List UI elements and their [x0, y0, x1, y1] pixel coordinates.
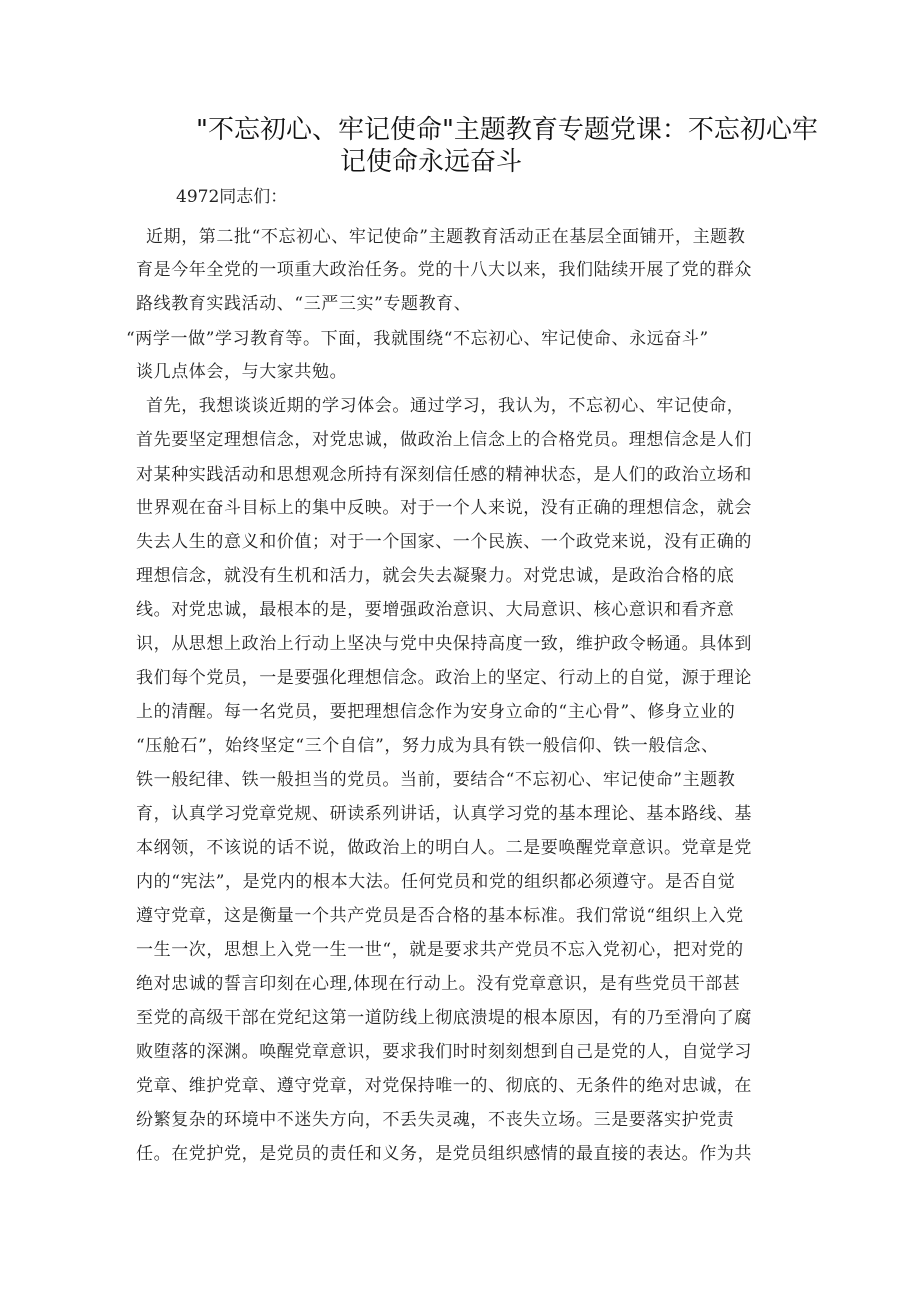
- body-line: 线。对党忠诚，最根本的是，要增强政治意识、大局意识、核心意识和看齐意: [136, 600, 735, 620]
- body-line: 本纲领，不该说的话不说，做政治上的明白人。二是要唤醒党章意识。党章是党: [136, 838, 752, 858]
- body-line: 路线教育实践活动、“三严三实”专题教育、: [136, 294, 472, 314]
- body-line: 党章、维护党章、遵守党章，对党保持唯一的、彻底的、无条件的绝对忠诚，在: [136, 1076, 752, 1096]
- body-line: 识，从思想上政治上行动上坚决与党中央保持高度一致，维护政令畅通。具体到: [136, 634, 752, 654]
- body-line: 谈几点体会，与大家共勉。: [136, 362, 348, 382]
- body-line: 绝对忠诚的誓言印刻在心理,体现在行动上。没有党章意识，是有些党员干部甚: [136, 974, 741, 994]
- body-line: 理想信念，就没有生机和活力，就会失去凝聚力。对党忠诚，是政治合格的底: [136, 566, 735, 586]
- body-line: 至党的高级干部在党纪这第一道防线上彻底溃堤的根本原因，有的乃至滑向了腐: [136, 1008, 752, 1028]
- body-line: 对某种实践活动和思想观念所持有深刻信任感的精神状态，是人们的政治立场和: [136, 465, 752, 485]
- body-line: 育，认真学习党章党规、研读系列讲话，认真学习党的基本理论、基本路线、基: [136, 804, 752, 824]
- body-line: 纷繁复杂的环境中不迷失方向，不丢失灵魂，不丧失立场。三是要落实护党责: [136, 1110, 735, 1130]
- body-line: 铁一般纪律、铁一般担当的党员。当前，要结合“不忘初心、牢记使命”主题教: [136, 770, 736, 790]
- document-title-line-2: 记使命永远奋斗: [340, 147, 523, 177]
- body-line: 近期，第二批“不忘初心、牢记使命”主题教育活动正在基层全面铺开，主题教: [146, 227, 746, 247]
- body-line: 失去人生的意义和价值；对于一个国家、一个民族、一个政党来说，没有正确的: [136, 532, 752, 552]
- body-line: 任。在党护党，是党员的责任和义务，是党员组织感情的最直接的表达。作为共: [136, 1144, 752, 1164]
- body-line: 一生一次，思想上入党一生一世“，就是要求共产党员不忘入党初心，把对党的: [136, 940, 744, 960]
- body-line: “压舱石”，始终坚定“三个自信”，努力成为具有铁一般信仰、铁一般信念、: [136, 736, 719, 756]
- body-line: 上的清醒。每一名党员，要把理想信念作为安身立命的“主心骨”、修身立业的: [136, 702, 736, 722]
- body-line: 败堕落的深渊。唤醒党章意识，要求我们时时刻刻想到自己是党的人，自觉学习: [136, 1042, 752, 1062]
- body-line: 育是今年全党的一项重大政治任务。党的十八大以来，我们陆续开展了党的群众: [136, 260, 752, 280]
- body-line: 遵守党章，这是衡量一个共产党员是否合格的基本标准。我们常说“组织上入党: [136, 906, 744, 926]
- body-line: 首先要坚定理想信念，对党忠诚，做政治上信念上的合格党员。理想信念是人们: [136, 430, 752, 450]
- body-line: 首先，我想谈谈近期的学习体会。通过学习，我认为，不忘初心、牢记使命，: [146, 396, 745, 416]
- body-line: “两学一做”学习教育等。下面，我就围绕“不忘初心、牢记使命、永远奋斗”: [126, 329, 709, 349]
- body-line: 内的“宪法”，是党内的根本大法。任何党员和党的组织都必须遵守。是否自觉: [136, 872, 736, 892]
- document-title-line-1: "不忘初心、牢记使命"主题教育专题党课：不忘初心牢: [196, 115, 818, 145]
- greeting: 4972同志们：: [176, 187, 288, 207]
- body-line: 我们每个党员，一是要强化理想信念。政治上的坚定、行动上的自觉，源于理论: [136, 668, 752, 688]
- body-line: 世界观在奋斗目标上的集中反映。对于一个人来说，没有正确的理想信念，就会: [136, 498, 752, 518]
